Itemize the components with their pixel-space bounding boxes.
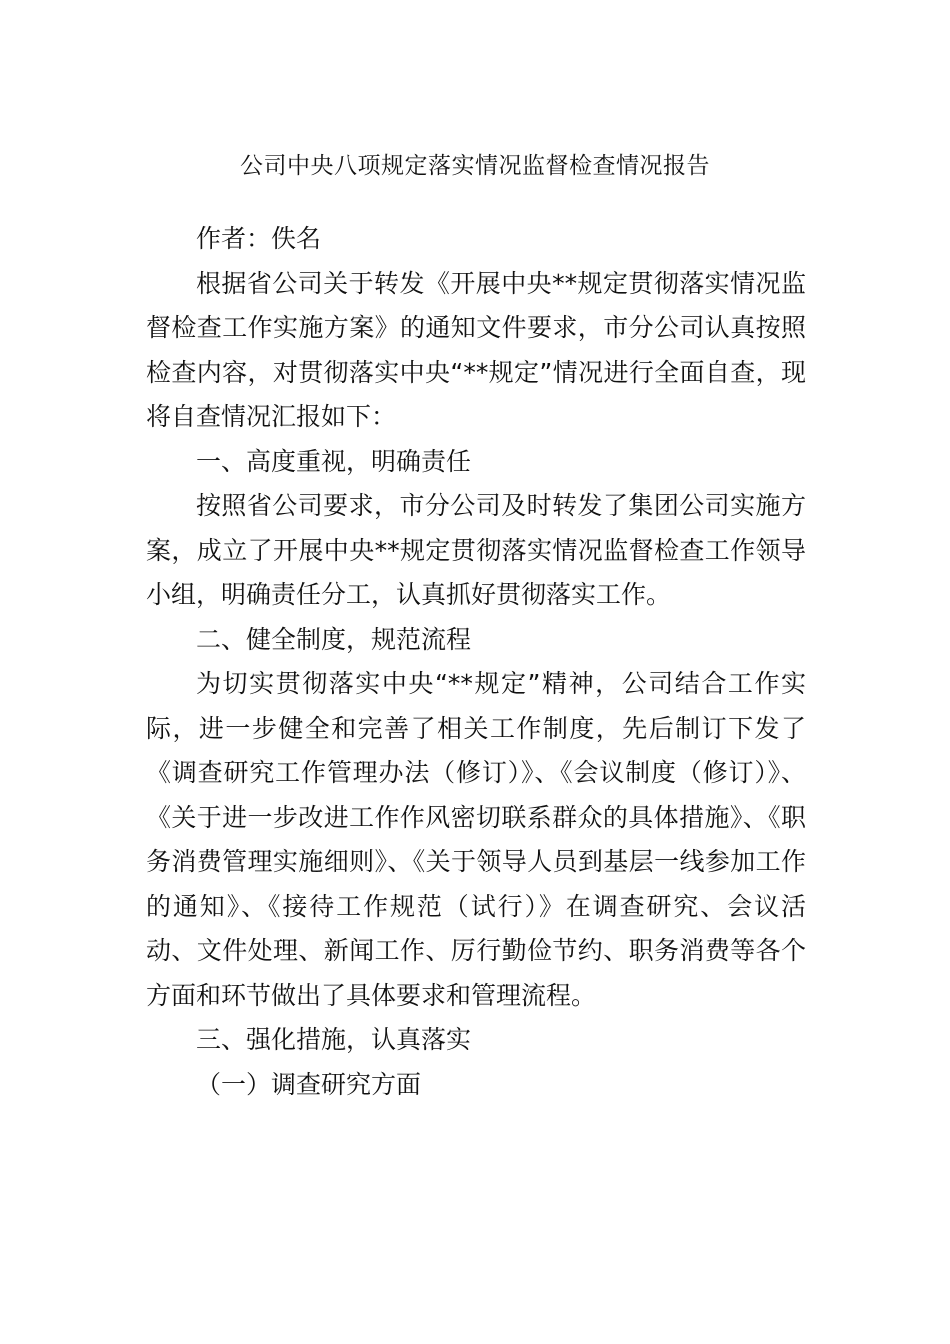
section-heading-1: 一、高度重视，明确责任 bbox=[196, 446, 472, 476]
section-heading-2: 二、健全制度，规范流程 bbox=[196, 624, 472, 654]
section-heading-3: 三、强化措施，认真落实 bbox=[196, 1025, 472, 1054]
intro-paragraph: 根据省公司关于转发《开展中央**规定贯彻落实情况监督检查工作实施方案》的通知文件要求，市分公司认真按照检查内容，对贯彻落实中央“**规定”情况进行全面自查，现将自查情况汇报如下： bbox=[146, 268, 806, 431]
subsection-heading: （一）调查研究方面 bbox=[196, 1069, 422, 1099]
document-body bbox=[146, 217, 806, 1107]
body-paragraph: 为切实贯彻落实中央“**规定”精神，公司结合工作实际，进一步健全和完善了相关工作制度，先后制订下发了《调查研究工作管理办法（修订）》、《会议制度（修订）》、《关于进一步改进工作作风密切联系群众的具体措施》、《职务消费管理实施细则》、《关于领导人员到基层一线参加工作的通知》、《接待工作规范（试行）》在调查研究、会议活动、文件处理、新闻工作、厉行勤俭节约、职务消费等各个方面和环节做出了具体要求和管理流程。 bbox=[146, 669, 806, 1010]
author-line: 作者：佚名 bbox=[196, 224, 322, 253]
body-paragraph: 按照省公司要求，市分公司及时转发了集团公司实施方案，成立了开展中央**规定贯彻落实情况监督检查工作领导小组，明确责任分工，认真抓好贯彻落实工作。 bbox=[146, 491, 806, 609]
document-title: 公司中央八项规定落实情况监督检查情况报告 bbox=[240, 153, 710, 179]
